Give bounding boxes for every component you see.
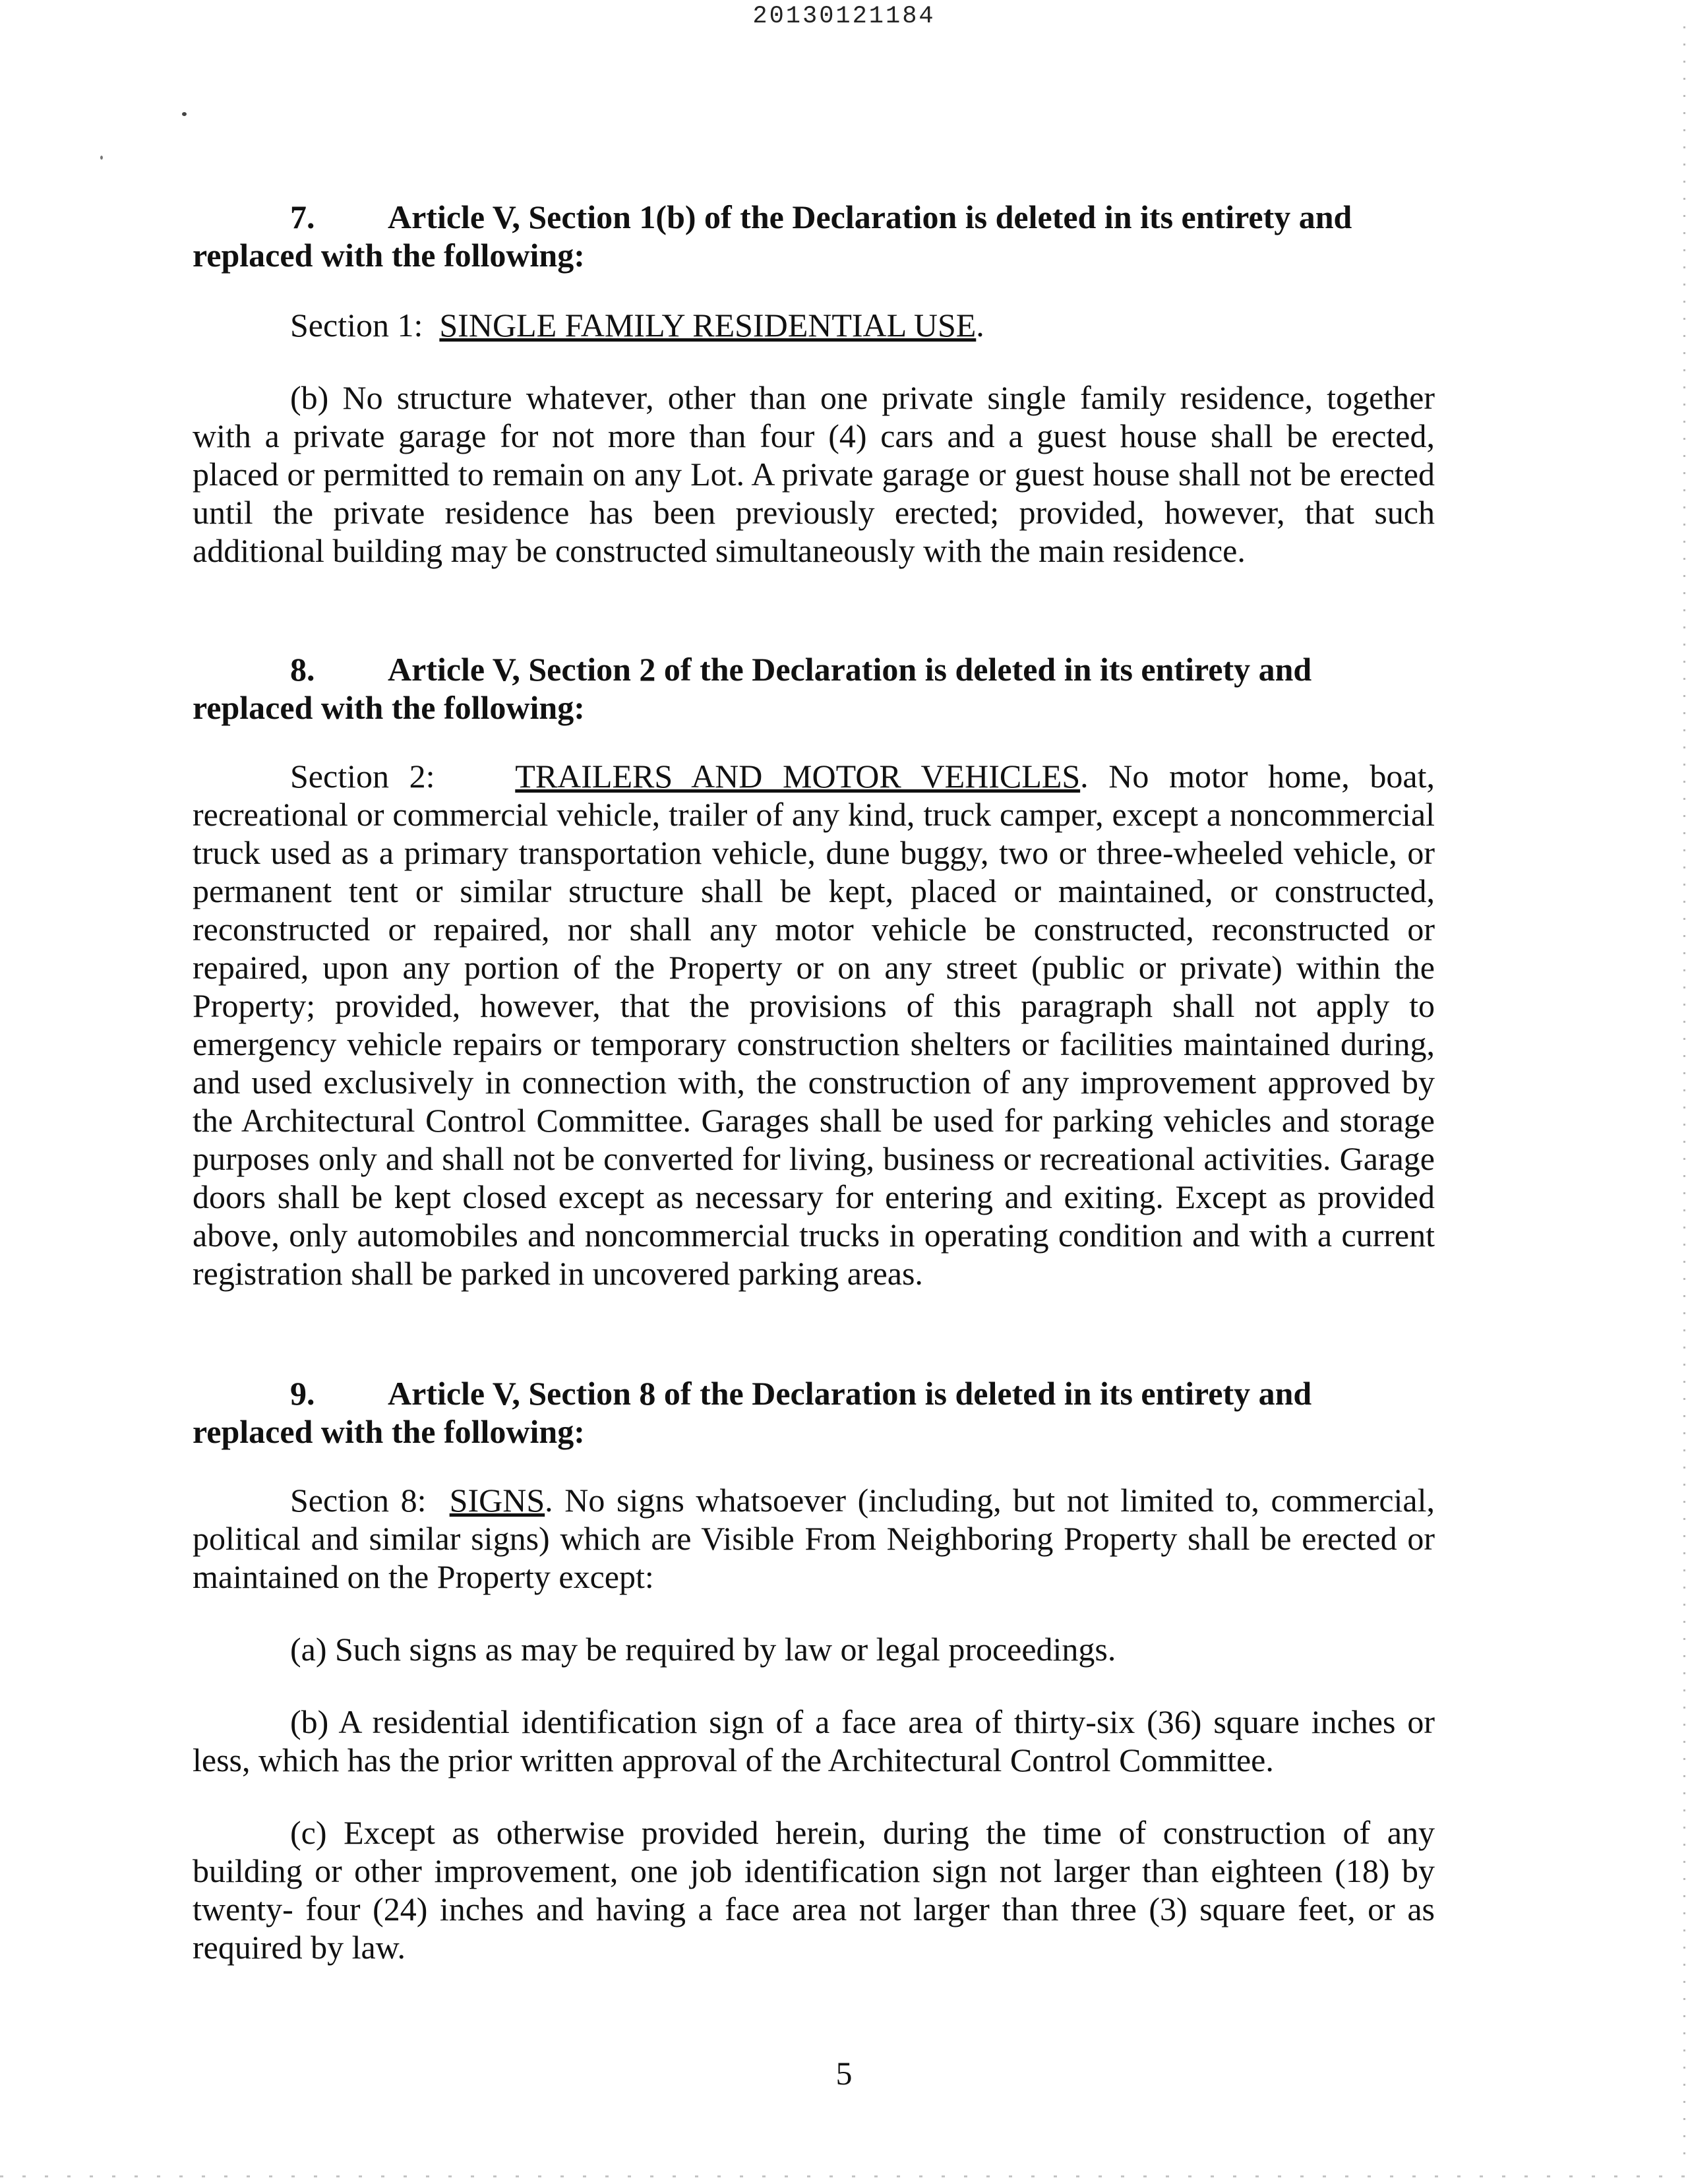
heading-item-7: [193, 198, 1435, 274]
section-title-suffix: .: [976, 307, 984, 344]
paragraph-text: . No signs whatsoever (including, but not limited to, commercial, political and similar signs) which are Visible From Neighboring Property shall be erected or maintained on the Property except:: [193, 1482, 1435, 1595]
section-label: Section 8:: [290, 1482, 427, 1519]
scan-speck: [182, 112, 187, 116]
heading-item-8: [193, 650, 1435, 727]
section-paragraph: [193, 1481, 1435, 1596]
section-label: Section 1:: [290, 307, 423, 344]
list-item-b: [193, 1703, 1435, 1779]
paragraph-text: . No motor home, boat, recreational or commercial vehicle, trailer of any kind, truck camper, except a noncommercial truck used as a primary transportation vehicle, dune buggy, two or three-wheeled vehicle, or permanent tent or similar structure shall be kept, placed or maintained, or constructed, reconstructed or repaired, nor shall any motor vehicle be constructed, reconstructed or repaired, upon any portion of the Property or on any street (public or private) within the Property; provided, however, that the provisions of this paragraph shall not apply to emergency vehicle repairs or temporary construction shelters or facilities maintained during, and used exclusively in connection with, the construction of any improvement approved by the Architectural Control Committee. Garages shall be used for parking vehicles and storage purposes only and shall not be converted for living, business or recreational activities. Garage doors shall be kept closed except as necessary for entering and exiting. Except as provided above, only automobiles and noncommercial trucks in operating condition and with a current registration shall be parked in uncovered parking areas.: [193, 758, 1435, 1292]
heading-text: Article V, Section 8 of the Declaration is deleted in its entirety and replaced with the following:: [193, 1375, 1312, 1450]
heading-number: 7.: [290, 198, 315, 235]
scan-edge-artifact: [1683, 26, 1685, 2156]
section-label: Section 2:: [290, 758, 435, 795]
paragraph-text: (a) Such signs as may be required by law or legal proceedings.: [290, 1631, 1116, 1668]
document-number: 20130121184: [752, 3, 936, 30]
section-title-line: [193, 306, 1435, 344]
paragraph-text: (c) Except as otherwise provided herein, during the time of construction of any building or other improvement, one job identification sign not larger than eighteen (18) by twenty- four (24) inches and having a face area not larger than three (3) square feet, or as required by law.: [193, 1814, 1435, 1966]
heading-text: Article V, Section 2 of the Declaration is deleted in its entirety and replaced with the following:: [193, 651, 1312, 726]
list-item-c: [193, 1813, 1435, 1966]
section-paragraph: [193, 379, 1435, 570]
heading-number: 8.: [290, 651, 315, 688]
section-paragraph: [193, 757, 1435, 1292]
heading-number: 9.: [290, 1375, 315, 1412]
document-body: [193, 198, 1435, 1966]
list-item-a: [193, 1630, 1435, 1668]
heading-text: Article V, Section 1(b) of the Declaration is deleted in its entirety and replaced with the following:: [193, 198, 1352, 274]
scan-bottom-artifact: [0, 2175, 1688, 2177]
heading-item-9: [193, 1374, 1435, 1451]
section-title: SIGNS: [449, 1482, 545, 1519]
paragraph-text: (b) No structure whatever, other than one private single family residence, together with a private garage for not more than four (4) cars and a guest house shall be erected, placed or permitted to remain on any Lot. A private garage or guest house shall not be erected until the private residence has been previously erected; provided, however, that such additional building may be constructed simultaneously with the main residence.: [193, 379, 1435, 569]
section-title: SINGLE FAMILY RESIDENTIAL USE: [439, 307, 977, 344]
page-number: 5: [835, 2055, 853, 2092]
section-title: TRAILERS AND MOTOR VEHICLES: [515, 758, 1081, 795]
scan-speck: [100, 156, 103, 160]
paragraph-text: (b) A residential identification sign of a face area of thirty-six (36) square inches or less, which has the prior written approval of the Architectural Control Committee.: [193, 1703, 1435, 1778]
